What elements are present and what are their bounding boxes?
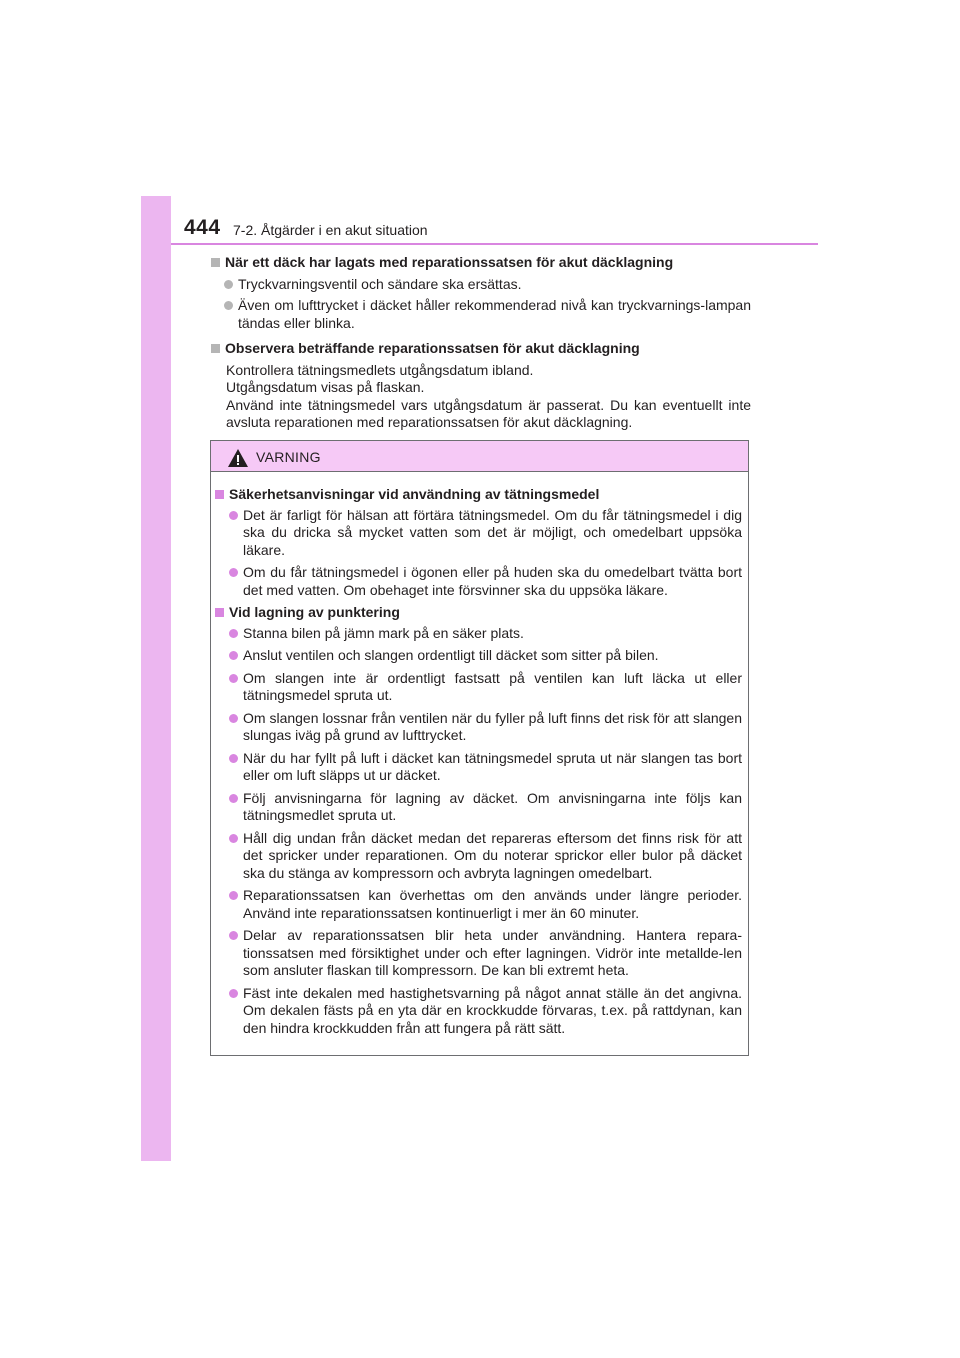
warning-header xyxy=(211,441,748,472)
square-bullet-icon xyxy=(215,490,224,499)
round-bullet-icon xyxy=(229,834,238,843)
round-bullet-icon xyxy=(229,794,238,803)
page-number: 444 xyxy=(184,216,221,239)
round-bullet-icon xyxy=(229,629,238,638)
square-bullet-icon xyxy=(211,258,220,267)
round-bullet-icon xyxy=(229,651,238,660)
list-item: Det är farligt för hälsan att förtära tätningsmedel. Om du får tätningsmedel i dig ska du dricka så mycket vatten som det är möjligt, och omedelbart uppsöka läkare. xyxy=(215,507,742,560)
list-item: Anslut ventilen och slangen ordentligt till däcket som sitter på bilen. xyxy=(215,647,742,665)
list-item: Följ anvisningarna för lagning av däcket. Om anvisningarna inte följs kan tätningsmedlet spruta ut. xyxy=(215,790,742,825)
list-item: Reparationssatsen kan överhettas om den används under längre perioder. Använd inte reparationssatsen kontinuerligt i mer än 60 minuter. xyxy=(215,887,742,922)
warning-box xyxy=(210,440,749,1056)
warning-triangle-icon xyxy=(227,448,249,468)
header-divider xyxy=(171,243,818,245)
warning-label: VARNING xyxy=(256,449,321,465)
list-item: Tryckvarningsventil och sändare ska ersättas. xyxy=(211,276,751,294)
round-bullet-icon xyxy=(229,714,238,723)
round-bullet-icon xyxy=(224,301,233,310)
warning-body xyxy=(211,472,748,1037)
list-item: Stanna bilen på jämn mark på en säker plats. xyxy=(215,625,742,643)
section-heading: När ett däck har lagats med reparationssatsen för akut däcklagning xyxy=(211,254,751,272)
round-bullet-icon xyxy=(229,568,238,577)
round-bullet-icon xyxy=(229,511,238,520)
list-item: Fäst inte dekalen med hastighetsvarning på något annat ställe än det angivna. Om dekalen fästs på en yta där en krockkudde förvaras, t.ex. på rattdynan, kan den hindra krockkudden från att fungera på rätt sätt. xyxy=(215,985,742,1038)
list-item: Om du får tätningsmedel i ögonen eller på huden ska du omedelbart tvätta bort det med vatten. Om obehaget inte försvinner ska du uppsöka läkare. xyxy=(215,564,742,599)
list-item: Även om lufttrycket i däcket håller rekommenderad nivå kan tryckvarnings-lampan tändas eller blinka. xyxy=(211,297,751,332)
square-bullet-icon xyxy=(215,608,224,617)
list-item: Håll dig undan från däcket medan det repareras eftersom det finns risk för att det spricker under reparationen. Om du noterar sprickor eller bulor på däcket ska du stänga av kompressorn och avbryta lagningen omedelbart. xyxy=(215,830,742,883)
square-bullet-icon xyxy=(211,344,220,353)
list-item: Om slangen lossnar från ventilen när du fyller på luft finns det risk för att slangen slungas iväg på grund av lufttrycket. xyxy=(215,710,742,745)
round-bullet-icon xyxy=(229,931,238,940)
list-item: Delar av reparationssatsen blir heta under användning. Hantera repara-tionssatsen med försiktighet under och efter lagningen. Vidrör inte metallde-len som ansluter flaskan till kompressorn. De kan bli extremt heta. xyxy=(215,927,742,980)
list-item: Om slangen inte är ordentligt fastsatt på ventilen kan luft läcka ut eller tätningsmedel spruta ut. xyxy=(215,670,742,705)
warning-section-heading: Vid lagning av punktering xyxy=(215,604,742,622)
round-bullet-icon xyxy=(229,989,238,998)
warning-section-heading: Säkerhetsanvisningar vid användning av tätningsmedel xyxy=(215,486,742,504)
main-content xyxy=(211,254,751,441)
paragraph: Kontrollera tätningsmedlets utgångsdatum ibland. Utgångsdatum visas på flaskan. Använd inte tätningsmedel vars utgångsdatum är passerat. Du kan eventuellt inte avsluta reparationen med reparationssatsen för akut däcklagning. xyxy=(226,361,751,430)
section-heading: Observera beträffande reparationssatsen för akut däcklagning xyxy=(211,340,751,358)
round-bullet-icon xyxy=(224,280,233,289)
chapter-title: 7-2. Åtgärder i en akut situation xyxy=(233,222,428,238)
list-item: När du har fyllt på luft i däcket kan tätningsmedel spruta ut när slangen tas bort eller om luft släpps ut ur däcket. xyxy=(215,750,742,785)
round-bullet-icon xyxy=(229,891,238,900)
round-bullet-icon xyxy=(229,674,238,683)
round-bullet-icon xyxy=(229,754,238,763)
chapter-side-strip xyxy=(141,196,171,1161)
